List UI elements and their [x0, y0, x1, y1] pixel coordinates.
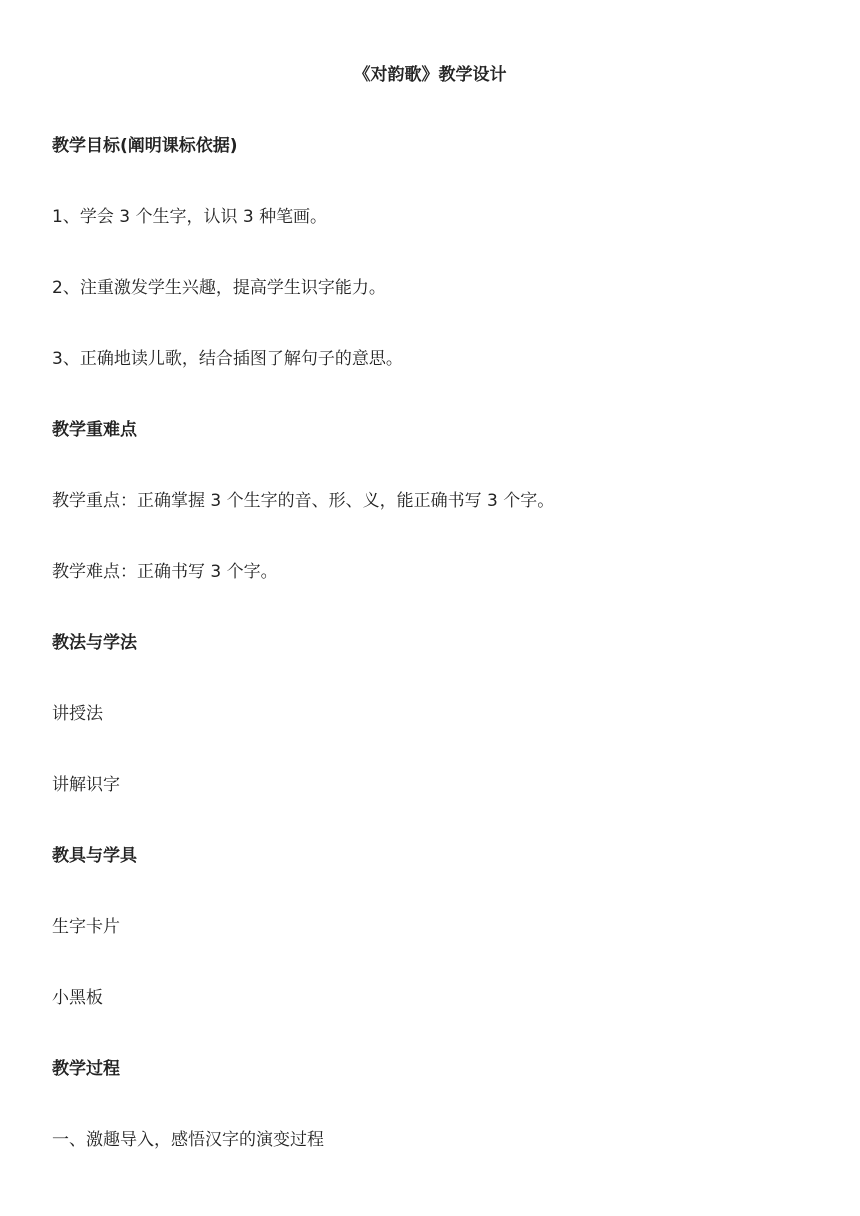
section-heading-materials: 教具与学具	[52, 846, 137, 866]
paragraph-process-step-1: 一、激趣导入，感悟汉字的演变过程	[52, 1130, 324, 1150]
paragraph-material-1: 生字卡片	[52, 917, 120, 937]
section-heading-process: 教学过程	[52, 1059, 120, 1079]
paragraph-difficult-point: 教学难点：正确书写 3 个字。	[52, 562, 278, 582]
paragraph-material-2: 小黑板	[52, 988, 103, 1008]
paragraph-key-point: 教学重点：正确掌握 3 个生字的音、形、义，能正确书写 3 个字。	[52, 491, 555, 511]
section-heading-objectives: 教学目标(阐明课标依据)	[52, 136, 238, 156]
paragraph-objective-1: 1、学会 3 个生字，认识 3 种笔画。	[52, 207, 328, 227]
section-heading-key-points: 教学重难点	[52, 420, 137, 440]
paragraph-method-1: 讲授法	[52, 704, 103, 724]
document-title: 《对韵歌》教学设计	[353, 65, 507, 85]
paragraph-objective-3: 3、正确地读儿歌，结合插图了解句子的意思。	[52, 349, 403, 369]
section-heading-methods: 教法与学法	[52, 633, 137, 653]
paragraph-method-2: 讲解识字	[52, 775, 120, 795]
paragraph-objective-2: 2、注重激发学生兴趣，提高学生识字能力。	[52, 278, 386, 298]
